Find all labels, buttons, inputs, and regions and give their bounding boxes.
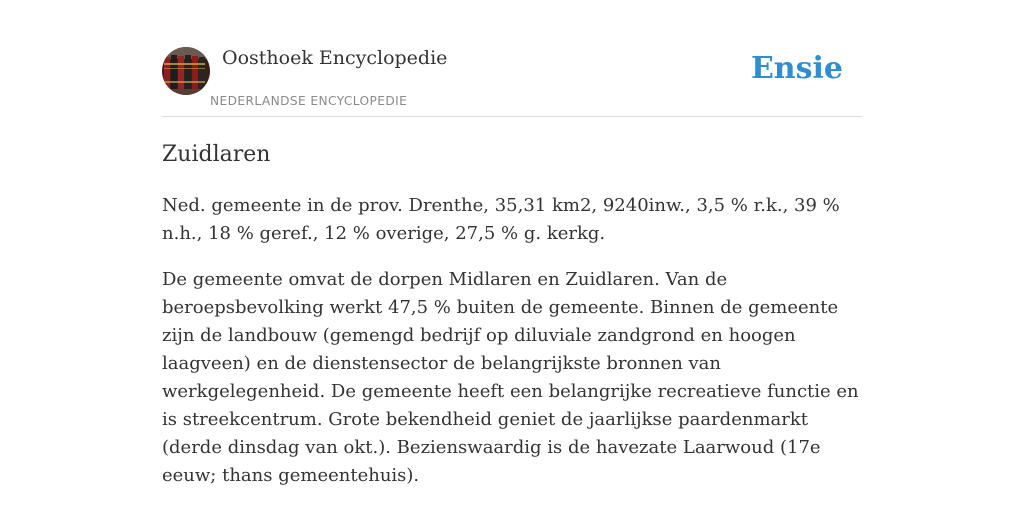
site-title[interactable]: Oosthoek Encyclopedie [222, 47, 448, 69]
article-paragraph: De gemeente omvat de dorpen Midlaren en Zuidlaren. Van de beroepsbevolking werkt 47,5 % buiten de gemeente. Binnen de gemeente zijn de landbouw (gemengd bedrijf op diluviale zandgrond en hoogen laagveen) en de dienstensector de belangrijkste bronnen van werkgelegenheid. De gemeente heeft een belangrijke recreatieve functie en is streekcentrum. Grote bekendheid geniet de jaarlijkse paardenmarkt (derde dinsdag van okt.). Bezienswaardig is de havezate Laarwoud (17e eeuw; thans gemeentehuis). [162, 269, 859, 486]
article-paragraph: Ned. gemeente in de prov. Drenthe, 35,31 km2, 9240inw., 3,5 % r.k., 39 % n.h., 18 % geref., 12 % overige, 27,5 % g. kerkg. [162, 195, 840, 244]
encyclopedia-books-icon[interactable] [162, 47, 210, 95]
site-header [162, 46, 862, 117]
article-title: Zuidlaren [162, 142, 271, 167]
article [162, 140, 862, 490]
site-subtitle: NEDERLANDSE ENCYCLOPEDIE [210, 94, 408, 108]
brand-logo[interactable]: Ensie [750, 51, 843, 86]
